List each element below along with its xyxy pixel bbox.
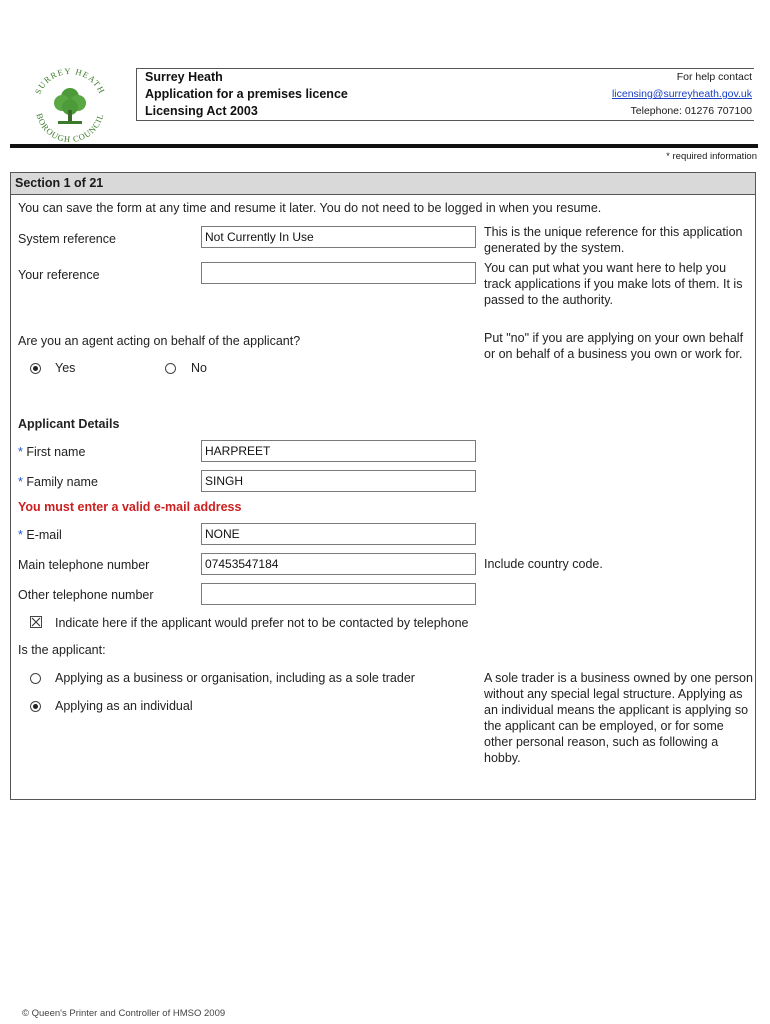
header-rule (10, 144, 758, 148)
system-reference-field[interactable] (201, 226, 476, 248)
applicant-type-individual-label: Applying as an individual (55, 699, 193, 713)
agent-yes-label: Yes (55, 361, 76, 375)
no-phone-contact-label: Indicate here if the applicant would prefer not to be contacted by telephone (55, 616, 469, 630)
help-telephone: Telephone: 01276 707100 (630, 105, 752, 117)
council-name: Surrey Heath (145, 70, 223, 84)
applicant-details-heading: Applicant Details (18, 417, 120, 431)
surrey-heath-logo (28, 64, 112, 148)
svg-text:SURREY HEATH: SURREY HEATH (32, 65, 108, 96)
first-name-field[interactable] (201, 440, 476, 462)
required-star: * (18, 475, 23, 489)
family-name-label: * Family name (18, 475, 98, 489)
required-note: * required information (666, 151, 757, 162)
your-reference-label: Your reference (18, 268, 100, 282)
applicant-type-business-label: Applying as a business or organisation, including as a sole trader (55, 671, 415, 685)
help-label: For help contact (676, 71, 752, 83)
required-star: * (18, 445, 23, 459)
system-reference-label: System reference (18, 232, 116, 246)
agent-no-label: No (191, 361, 207, 375)
your-reference-field[interactable] (201, 262, 476, 284)
email-field[interactable] (201, 523, 476, 545)
applicant-type-question: Is the applicant: (18, 643, 106, 657)
family-name-field[interactable] (201, 470, 476, 492)
email-label: * E-mail (18, 528, 62, 542)
copyright-footer: © Queen's Printer and Controller of HMSO 2009 (22, 1008, 226, 1019)
main-phone-label: Main telephone number (18, 558, 150, 572)
agent-no-radio[interactable] (165, 363, 176, 374)
agent-question: Are you an agent acting on behalf of the applicant? (18, 334, 301, 348)
section-intro: You can save the form at any time and resume it later. You do not need to be logged in when you resume. (18, 201, 602, 215)
act-title: Licensing Act 2003 (145, 104, 258, 118)
required-star: * (18, 528, 23, 542)
main-phone-field[interactable] (201, 553, 476, 575)
your-reference-help: You can put what you want here to help you track applications if you make lots of them. It is passed to the authority. (484, 261, 743, 307)
form-title: Application for a premises licence (145, 87, 348, 101)
tree-icon (54, 88, 86, 124)
applicant-type-business-radio[interactable] (30, 673, 41, 684)
help-email-link[interactable]: licensing@surreyheath.gov.uk (611, 88, 752, 100)
svg-text:BOROUGH COUNCIL: BOROUGH COUNCIL (34, 112, 106, 145)
first-name-label: * First name (18, 445, 86, 459)
agent-yes-radio[interactable] (30, 363, 41, 374)
other-phone-field[interactable] (201, 583, 476, 605)
other-phone-label: Other telephone number (18, 588, 154, 602)
email-error-message: You must enter a valid e-mail address (18, 500, 242, 514)
applicant-type-help: A sole trader is a business owned by one person without any special legal structure. Applying as an individual means the applicant is applying so the applicant can be employed, or for some other personal reason, such as following a hobby. (484, 671, 753, 765)
agent-help: Put "no" if you are applying on your own behalf or on behalf of a business you own or work for. (484, 331, 744, 361)
section-header (11, 173, 755, 195)
main-phone-help: Include country code. (484, 557, 603, 571)
no-phone-contact-checkbox[interactable] (30, 616, 42, 628)
section-title: Section 1 of 21 (15, 176, 104, 190)
applicant-type-individual-radio[interactable] (30, 701, 41, 712)
system-reference-help: This is the unique reference for this application generated by the system. (484, 225, 743, 255)
